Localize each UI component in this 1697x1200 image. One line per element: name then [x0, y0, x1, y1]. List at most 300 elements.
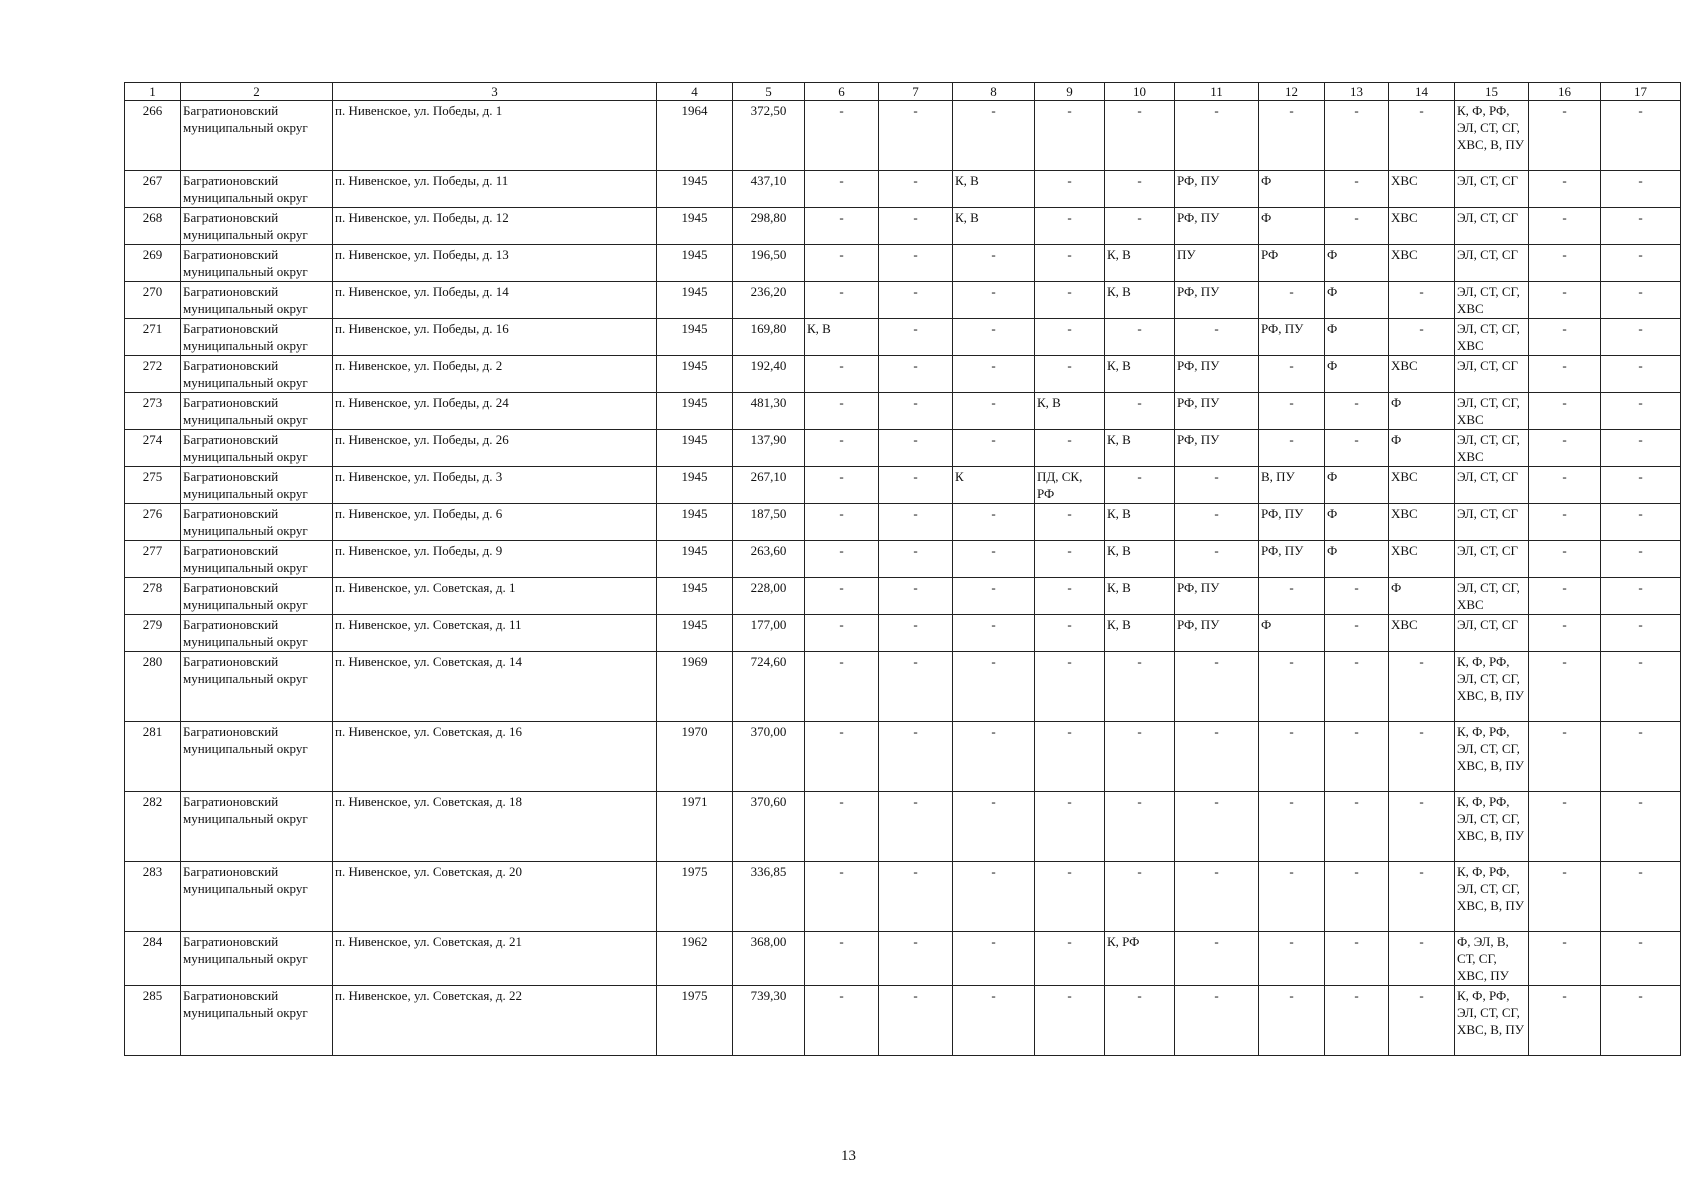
table-cell: - [1529, 356, 1601, 393]
table-cell: - [1529, 504, 1601, 541]
table-cell: Ф [1389, 393, 1455, 430]
table-cell: - [1389, 319, 1455, 356]
table-cell: РФ, ПУ [1175, 171, 1259, 208]
table-cell: - [1389, 792, 1455, 862]
table-cell: Багратионовский муниципальный округ [181, 615, 333, 652]
table-cell: - [879, 504, 953, 541]
table-cell: - [1529, 101, 1601, 171]
table-cell: - [1529, 986, 1601, 1056]
table-cell: 1945 [657, 208, 733, 245]
table-row [125, 171, 1681, 208]
table-cell: - [1259, 722, 1325, 792]
table-cell: Багратионовский муниципальный округ [181, 282, 333, 319]
table-cell: - [1325, 615, 1389, 652]
table-cell: - [1105, 208, 1175, 245]
table-cell: - [1529, 792, 1601, 862]
table-cell: 276 [125, 504, 181, 541]
table-cell: - [1601, 615, 1681, 652]
table-cell: - [1325, 208, 1389, 245]
table-cell: - [1105, 862, 1175, 932]
table-cell: 1945 [657, 430, 733, 467]
table-row [125, 541, 1681, 578]
table-cell: 1945 [657, 504, 733, 541]
table-cell: - [1601, 932, 1681, 986]
table-cell: К, В [1105, 356, 1175, 393]
table-cell: - [1259, 356, 1325, 393]
table-cell: п. Нивенское, ул. Советская, д. 21 [333, 932, 657, 986]
column-header: 1 [125, 83, 181, 101]
table-cell: К, В [1105, 615, 1175, 652]
table-cell: 1970 [657, 722, 733, 792]
table-cell: - [1175, 467, 1259, 504]
column-header: 9 [1035, 83, 1105, 101]
table-row [125, 578, 1681, 615]
table-cell: - [1175, 504, 1259, 541]
table-cell: п. Нивенское, ул. Советская, д. 1 [333, 578, 657, 615]
table-cell: - [879, 282, 953, 319]
table-cell: В, ПУ [1259, 467, 1325, 504]
table-cell: - [1175, 932, 1259, 986]
table-cell: Багратионовский муниципальный округ [181, 652, 333, 722]
table-cell: Багратионовский муниципальный округ [181, 245, 333, 282]
table-cell: - [805, 578, 879, 615]
table-row [125, 504, 1681, 541]
table-cell: К, В [953, 208, 1035, 245]
table-cell: - [1035, 282, 1105, 319]
table-cell: 137,90 [733, 430, 805, 467]
table-cell: - [953, 792, 1035, 862]
table-cell: - [1389, 722, 1455, 792]
table-cell: - [1035, 862, 1105, 932]
table-cell: - [1325, 101, 1389, 171]
table-cell: - [879, 171, 953, 208]
table-cell: - [1259, 101, 1325, 171]
table-cell: Ф [1325, 245, 1389, 282]
table-row [125, 208, 1681, 245]
table-cell: - [1601, 578, 1681, 615]
table-cell: 1945 [657, 615, 733, 652]
table-cell: 236,20 [733, 282, 805, 319]
table-cell: - [879, 541, 953, 578]
table-cell: К, В [1035, 393, 1105, 430]
table-cell: п. Нивенское, ул. Советская, д. 18 [333, 792, 657, 862]
table-cell: - [1601, 430, 1681, 467]
table-cell: - [879, 208, 953, 245]
table-cell: - [1175, 319, 1259, 356]
table-cell: - [1035, 986, 1105, 1056]
table-cell: - [1601, 282, 1681, 319]
table-cell: п. Нивенское, ул. Победы, д. 14 [333, 282, 657, 319]
table-cell: ЭЛ, СТ, СГ [1455, 171, 1529, 208]
table-cell: - [1035, 792, 1105, 862]
table-cell: 481,30 [733, 393, 805, 430]
table-cell: Багратионовский муниципальный округ [181, 430, 333, 467]
table-cell: К, Ф, РФ, ЭЛ, СТ, СГ, ХВС, В, ПУ [1455, 986, 1529, 1056]
table-cell: Ф [1325, 504, 1389, 541]
column-header: 15 [1455, 83, 1529, 101]
table-cell: - [1601, 862, 1681, 932]
table-cell: - [805, 101, 879, 171]
table-cell: - [879, 393, 953, 430]
table-cell: - [1259, 393, 1325, 430]
table-cell: - [805, 615, 879, 652]
table-cell: - [879, 862, 953, 932]
table-cell: Багратионовский муниципальный округ [181, 393, 333, 430]
table-cell: Ф [1325, 467, 1389, 504]
column-header: 7 [879, 83, 953, 101]
table-cell: ЭЛ, СТ, СГ [1455, 356, 1529, 393]
table-cell: РФ, ПУ [1175, 208, 1259, 245]
table-cell: - [1105, 722, 1175, 792]
table-cell: - [1601, 986, 1681, 1056]
table-cell: - [1529, 319, 1601, 356]
table-cell: п. Нивенское, ул. Победы, д. 16 [333, 319, 657, 356]
table-cell: Ф [1325, 282, 1389, 319]
table-cell: п. Нивенское, ул. Победы, д. 6 [333, 504, 657, 541]
table-cell: ХВС [1389, 171, 1455, 208]
table-row [125, 319, 1681, 356]
table-cell: - [1175, 792, 1259, 862]
table-cell: - [1325, 792, 1389, 862]
table-cell: - [1601, 101, 1681, 171]
table-cell: - [1035, 504, 1105, 541]
table-cell: 270 [125, 282, 181, 319]
table-cell: 277 [125, 541, 181, 578]
table-cell: - [805, 171, 879, 208]
table-cell: РФ, ПУ [1259, 541, 1325, 578]
table-cell: - [879, 101, 953, 171]
table-cell: 1971 [657, 792, 733, 862]
table-cell: К, В [1105, 245, 1175, 282]
table-cell: - [1175, 101, 1259, 171]
table-cell: К, В [1105, 430, 1175, 467]
table-cell: - [953, 578, 1035, 615]
table-cell: - [1529, 282, 1601, 319]
column-header: 14 [1389, 83, 1455, 101]
table-row [125, 467, 1681, 504]
table-cell: 285 [125, 986, 181, 1056]
page-number: 13 [841, 1148, 856, 1164]
table-cell: - [1601, 652, 1681, 722]
table-row [125, 356, 1681, 393]
table-cell: - [1601, 208, 1681, 245]
table-cell: - [953, 862, 1035, 932]
table-cell: п. Нивенское, ул. Победы, д. 13 [333, 245, 657, 282]
table-cell: 269 [125, 245, 181, 282]
table-row [125, 282, 1681, 319]
table-cell: 187,50 [733, 504, 805, 541]
table-cell: 372,50 [733, 101, 805, 171]
table-cell: - [1035, 932, 1105, 986]
table-cell: К, В [805, 319, 879, 356]
table-cell: Багратионовский муниципальный округ [181, 356, 333, 393]
table-cell: 267,10 [733, 467, 805, 504]
table-cell: - [953, 101, 1035, 171]
table-cell: РФ, ПУ [1175, 578, 1259, 615]
table-cell: Багратионовский муниципальный округ [181, 171, 333, 208]
table-cell: Ф [1325, 356, 1389, 393]
table-cell: 267 [125, 171, 181, 208]
table-cell: - [1259, 792, 1325, 862]
table-cell: - [879, 578, 953, 615]
table-cell: 1945 [657, 578, 733, 615]
table-cell: - [1035, 541, 1105, 578]
table-cell: 1945 [657, 393, 733, 430]
table-cell: - [805, 932, 879, 986]
table-cell: Ф [1325, 319, 1389, 356]
table-cell: Багратионовский муниципальный округ [181, 932, 333, 986]
table-cell: 275 [125, 467, 181, 504]
table-cell: Багратионовский муниципальный округ [181, 541, 333, 578]
table-cell: ЭЛ, СТ, СГ [1455, 467, 1529, 504]
table-cell: РФ, ПУ [1259, 319, 1325, 356]
table-cell: Ф [1259, 615, 1325, 652]
table-cell: Ф [1325, 541, 1389, 578]
table-cell: - [1601, 467, 1681, 504]
table-cell: - [1529, 615, 1601, 652]
table-cell: - [1601, 245, 1681, 282]
table-cell: - [1105, 986, 1175, 1056]
table-cell: ХВС [1389, 504, 1455, 541]
table-cell: - [1035, 430, 1105, 467]
table-cell: - [1325, 171, 1389, 208]
table-cell: 1945 [657, 467, 733, 504]
table-cell: - [1389, 932, 1455, 986]
table-cell: - [953, 652, 1035, 722]
table-cell: п. Нивенское, ул. Советская, д. 20 [333, 862, 657, 932]
table-cell: - [1389, 101, 1455, 171]
table-cell: - [953, 932, 1035, 986]
table-cell: - [1259, 652, 1325, 722]
table-cell: - [1105, 467, 1175, 504]
table-cell: - [953, 319, 1035, 356]
table-cell: - [1601, 171, 1681, 208]
table-cell: - [879, 430, 953, 467]
table-cell: - [879, 652, 953, 722]
table-cell: - [1105, 101, 1175, 171]
table-cell: - [1035, 615, 1105, 652]
table-cell: - [1035, 171, 1105, 208]
table-cell: 271 [125, 319, 181, 356]
table-cell: - [1105, 319, 1175, 356]
table-cell: 1945 [657, 319, 733, 356]
table-cell: К, В [1105, 578, 1175, 615]
table-cell: - [879, 356, 953, 393]
table-cell: - [879, 467, 953, 504]
table-cell: РФ, ПУ [1175, 430, 1259, 467]
column-header: 3 [333, 83, 657, 101]
table-cell: - [953, 722, 1035, 792]
table-cell: ЭЛ, СТ, СГ [1455, 245, 1529, 282]
table-cell: Ф [1389, 430, 1455, 467]
table-cell: п. Нивенское, ул. Победы, д. 12 [333, 208, 657, 245]
table-cell: - [879, 792, 953, 862]
table-cell: РФ [1259, 245, 1325, 282]
table-cell: п. Нивенское, ул. Советская, д. 16 [333, 722, 657, 792]
table-cell: п. Нивенское, ул. Победы, д. 11 [333, 171, 657, 208]
table-row [125, 430, 1681, 467]
table-cell: - [953, 504, 1035, 541]
table-cell: - [1175, 862, 1259, 932]
table-cell: п. Нивенское, ул. Победы, д. 2 [333, 356, 657, 393]
table-cell: - [1259, 932, 1325, 986]
table-cell: - [1175, 541, 1259, 578]
table-cell: - [1529, 208, 1601, 245]
table-cell: - [1529, 652, 1601, 722]
column-header: 10 [1105, 83, 1175, 101]
table-cell: - [953, 615, 1035, 652]
table-cell: - [879, 245, 953, 282]
table-cell: - [805, 652, 879, 722]
table-cell: 273 [125, 393, 181, 430]
column-header: 13 [1325, 83, 1389, 101]
table-cell: - [805, 792, 879, 862]
column-header: 5 [733, 83, 805, 101]
table-cell: п. Нивенское, ул. Победы, д. 3 [333, 467, 657, 504]
table-row [125, 722, 1681, 792]
table-cell: - [1259, 282, 1325, 319]
table-cell: 169,80 [733, 319, 805, 356]
table-cell: 1964 [657, 101, 733, 171]
table-row [125, 932, 1681, 986]
table-cell: - [879, 319, 953, 356]
table-cell: - [953, 282, 1035, 319]
table-cell: - [805, 504, 879, 541]
table-row [125, 986, 1681, 1056]
table-cell: К, В [1105, 504, 1175, 541]
table-cell: - [1601, 356, 1681, 393]
table-cell: 283 [125, 862, 181, 932]
table-cell: - [1601, 393, 1681, 430]
table-cell: 370,60 [733, 792, 805, 862]
column-header: 2 [181, 83, 333, 101]
table-cell: - [1325, 578, 1389, 615]
table-cell: - [1325, 932, 1389, 986]
table-cell: 724,60 [733, 652, 805, 722]
table-cell: - [805, 862, 879, 932]
table-row [125, 101, 1681, 171]
table-cell: п. Нивенское, ул. Советская, д. 14 [333, 652, 657, 722]
table-cell: ЭЛ, СТ, СГ, ХВС [1455, 319, 1529, 356]
column-header: 16 [1529, 83, 1601, 101]
table-cell: К, Ф, РФ, ЭЛ, СТ, СГ, ХВС, В, ПУ [1455, 652, 1529, 722]
table-cell: 298,80 [733, 208, 805, 245]
table-cell: - [1389, 862, 1455, 932]
table-cell: 370,00 [733, 722, 805, 792]
table-cell: 228,00 [733, 578, 805, 615]
table-row [125, 245, 1681, 282]
table-cell: - [1259, 986, 1325, 1056]
table-cell: К, Ф, РФ, ЭЛ, СТ, СГ, ХВС, В, ПУ [1455, 862, 1529, 932]
table-cell: Ф [1259, 208, 1325, 245]
table-cell: - [805, 393, 879, 430]
table-cell: 1945 [657, 245, 733, 282]
column-header: 6 [805, 83, 879, 101]
table-cell: - [879, 615, 953, 652]
table-cell: - [953, 356, 1035, 393]
table-cell: - [1601, 792, 1681, 862]
table-cell: Багратионовский муниципальный округ [181, 504, 333, 541]
table-cell: ХВС [1389, 356, 1455, 393]
table-cell: - [953, 986, 1035, 1056]
table-cell: - [1035, 356, 1105, 393]
table-cell: ЭЛ, СТ, СГ [1455, 504, 1529, 541]
table-cell: РФ, ПУ [1175, 393, 1259, 430]
table-cell: РФ, ПУ [1175, 615, 1259, 652]
table-cell: - [1325, 652, 1389, 722]
table-cell: Багратионовский муниципальный округ [181, 101, 333, 171]
table-cell: К, В [1105, 541, 1175, 578]
table-cell: - [1035, 101, 1105, 171]
table-cell: - [879, 932, 953, 986]
table-cell: К, Ф, РФ, ЭЛ, СТ, СГ, ХВС, В, ПУ [1455, 722, 1529, 792]
table-cell: - [1601, 541, 1681, 578]
table-cell: п. Нивенское, ул. Победы, д. 9 [333, 541, 657, 578]
table-cell: ЭЛ, СТ, СГ, ХВС [1455, 430, 1529, 467]
table-cell: ПУ [1175, 245, 1259, 282]
table-cell: - [1325, 862, 1389, 932]
table-cell: - [805, 541, 879, 578]
table-cell: Ф [1259, 171, 1325, 208]
table-cell: - [805, 986, 879, 1056]
table-cell: - [1389, 986, 1455, 1056]
table-cell: - [1325, 986, 1389, 1056]
table-cell: - [1259, 430, 1325, 467]
table-cell: - [1325, 722, 1389, 792]
table-cell: - [1259, 578, 1325, 615]
table-cell: ХВС [1389, 208, 1455, 245]
table-cell: - [953, 541, 1035, 578]
table-cell: 1945 [657, 356, 733, 393]
table-cell: Багратионовский муниципальный округ [181, 578, 333, 615]
table-cell: 739,30 [733, 986, 805, 1056]
table-cell: 1945 [657, 171, 733, 208]
table-cell: п. Нивенское, ул. Победы, д. 24 [333, 393, 657, 430]
table-cell: 1975 [657, 862, 733, 932]
table-cell: 272 [125, 356, 181, 393]
table-cell: - [879, 986, 953, 1056]
column-header: 8 [953, 83, 1035, 101]
table-cell: 1945 [657, 282, 733, 319]
table-cell: - [805, 282, 879, 319]
table-cell: 278 [125, 578, 181, 615]
table-cell: - [1035, 722, 1105, 792]
table-cell: 281 [125, 722, 181, 792]
table-cell: - [1389, 652, 1455, 722]
register-table [124, 82, 1681, 1056]
table-cell: Багратионовский муниципальный округ [181, 467, 333, 504]
table-row [125, 652, 1681, 722]
table-cell: 280 [125, 652, 181, 722]
table-cell: ПД, СК, РФ [1035, 467, 1105, 504]
column-header: 11 [1175, 83, 1259, 101]
table-cell: - [953, 393, 1035, 430]
table-cell: К [953, 467, 1035, 504]
table-cell: - [1105, 652, 1175, 722]
table-cell: - [1529, 722, 1601, 792]
table-cell: ЭЛ, СТ, СГ [1455, 208, 1529, 245]
table-cell: - [1035, 245, 1105, 282]
table-cell: К, В [953, 171, 1035, 208]
table-cell: 177,00 [733, 615, 805, 652]
table-cell: - [1105, 393, 1175, 430]
table-cell: 263,60 [733, 541, 805, 578]
table-cell: - [1389, 282, 1455, 319]
table-cell: - [1105, 171, 1175, 208]
table-cell: РФ, ПУ [1259, 504, 1325, 541]
table-cell: - [1601, 319, 1681, 356]
table-cell: ЭЛ, СТ, СГ, ХВС [1455, 393, 1529, 430]
